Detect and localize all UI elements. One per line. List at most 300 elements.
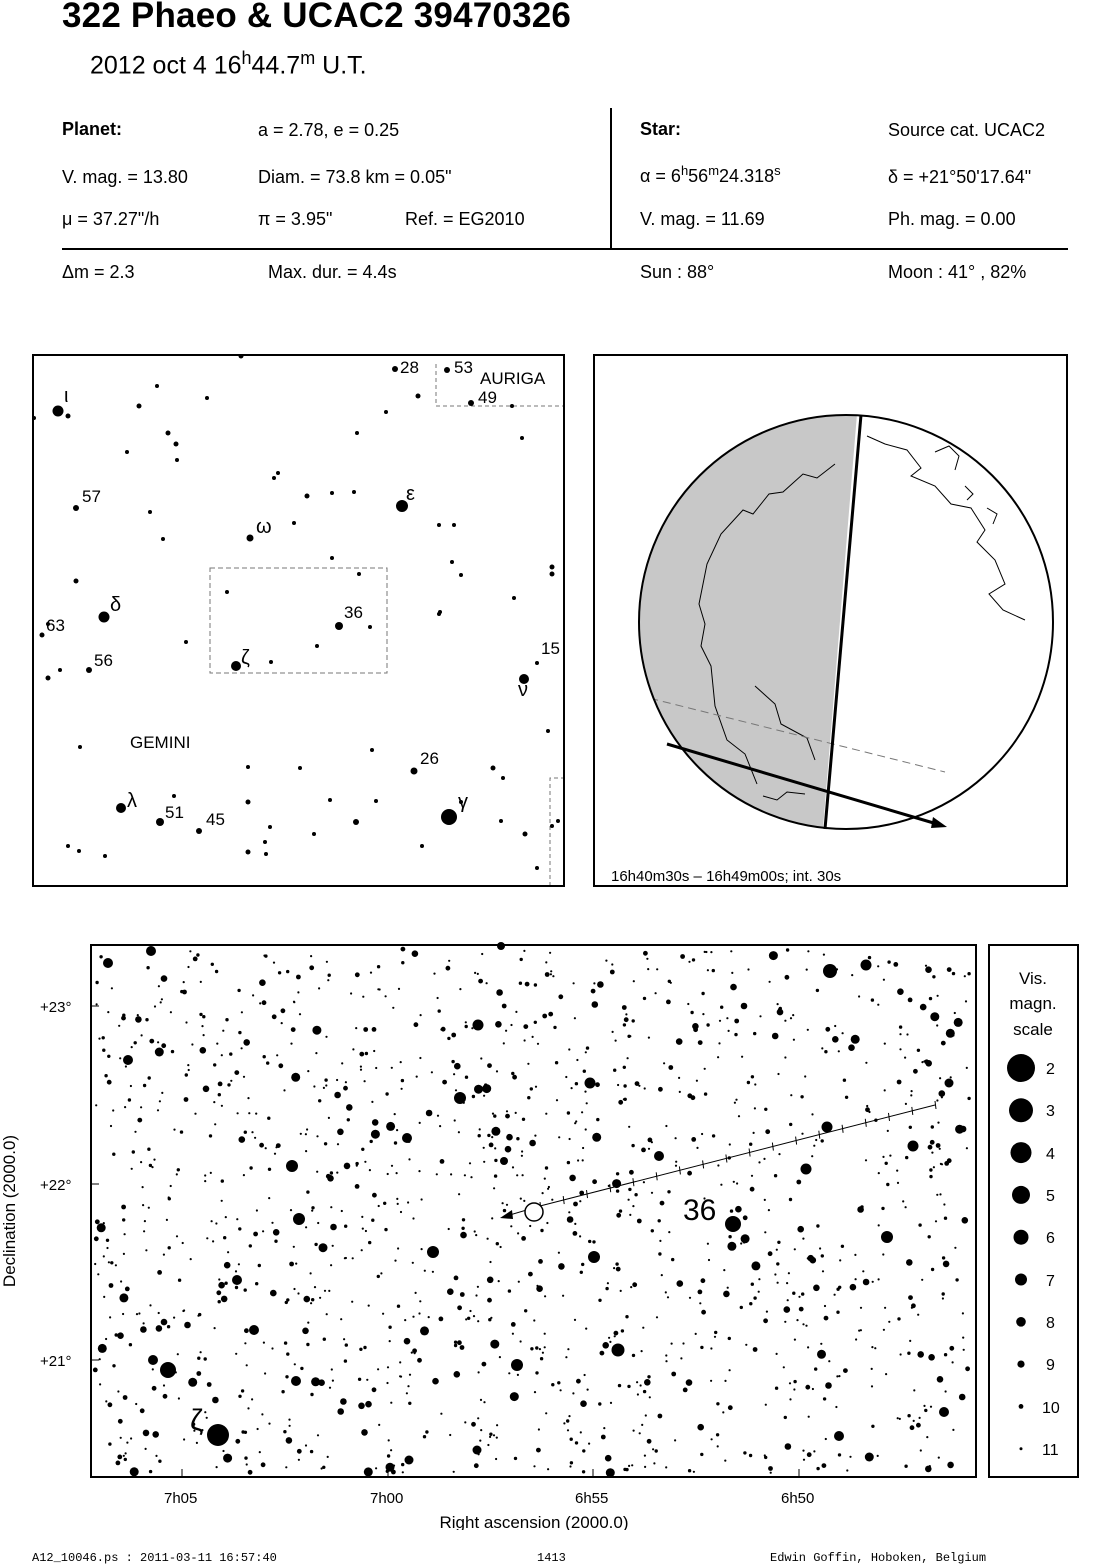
main-star <box>199 1013 202 1016</box>
main-star <box>616 1189 619 1192</box>
main-star <box>860 1205 863 1208</box>
main-star <box>794 1248 796 1250</box>
x-tick-label: 6h55 <box>575 1490 609 1507</box>
main-star <box>749 1454 752 1457</box>
main-star <box>187 966 189 968</box>
main-star <box>805 1325 807 1327</box>
main-star <box>473 1315 475 1317</box>
main-star <box>810 1257 817 1264</box>
main-star <box>707 1243 709 1245</box>
main-star <box>188 1378 197 1387</box>
main-star <box>585 1078 596 1089</box>
finder-label: ω <box>256 516 272 538</box>
finder-star <box>452 523 456 527</box>
main-star <box>297 991 299 993</box>
finder-label: 36 <box>344 603 363 622</box>
main-star <box>676 1038 683 1045</box>
main-star <box>512 1166 514 1168</box>
main-star <box>741 1056 743 1058</box>
main-star <box>939 1193 941 1195</box>
main-star <box>570 1438 573 1441</box>
main-star <box>520 1340 522 1342</box>
main-star <box>145 1018 148 1021</box>
main-star <box>825 1438 827 1440</box>
constellation-label-auriga: AURIGA <box>480 369 546 388</box>
main-star <box>616 1172 619 1175</box>
main-star <box>97 1273 99 1275</box>
main-star <box>807 1452 812 1457</box>
main-star <box>678 1077 680 1079</box>
main-star <box>802 1238 804 1240</box>
main-star <box>789 1123 792 1126</box>
main-star <box>293 1213 305 1225</box>
finder-star <box>298 766 302 770</box>
main-star <box>687 1093 692 1098</box>
main-star <box>886 1183 889 1186</box>
main-star <box>254 1137 256 1139</box>
main-star <box>204 1180 206 1182</box>
main-star <box>911 1090 913 1092</box>
main-star <box>644 1466 646 1468</box>
main-star <box>494 1159 497 1162</box>
main-star <box>187 1064 189 1066</box>
main-star <box>727 1287 729 1289</box>
finder-star <box>352 490 356 494</box>
main-star <box>789 1398 791 1400</box>
main-star <box>754 1083 756 1085</box>
main-star <box>365 1230 367 1232</box>
main-star <box>412 1262 414 1264</box>
main-star <box>823 1397 826 1400</box>
main-star <box>520 958 523 961</box>
main-star <box>625 1315 628 1318</box>
main-star <box>836 1375 838 1377</box>
main-star <box>877 965 879 967</box>
main-star <box>751 1075 754 1078</box>
main-star <box>518 1281 520 1283</box>
main-star <box>400 1061 402 1063</box>
main-star <box>215 970 218 973</box>
main-star <box>921 1061 923 1063</box>
y-tick-label: +22° <box>40 1177 72 1194</box>
main-star <box>394 1260 396 1262</box>
main-star <box>496 1437 498 1439</box>
finder-label: 26 <box>420 749 439 768</box>
main-star <box>575 1441 578 1444</box>
main-star <box>671 1372 676 1377</box>
main-star <box>380 1272 382 1274</box>
main-star <box>143 1430 150 1437</box>
finder-star <box>416 394 421 399</box>
main-star <box>221 1296 228 1303</box>
main-star <box>719 1020 721 1022</box>
main-star <box>868 956 871 959</box>
main-star <box>312 1026 321 1035</box>
finder-label: ν <box>518 679 528 701</box>
main-star <box>551 1383 554 1386</box>
main-star <box>633 980 635 982</box>
main-star <box>316 1171 318 1173</box>
main-star <box>758 1161 760 1163</box>
finder-chart <box>32 354 565 887</box>
main-star <box>207 1382 212 1387</box>
main-star <box>295 1263 297 1265</box>
main-star <box>296 975 301 980</box>
main-star <box>803 1459 805 1461</box>
finder-star <box>58 668 62 672</box>
main-star <box>291 1376 301 1386</box>
main-star <box>878 1224 880 1226</box>
main-star <box>483 1095 485 1097</box>
main-star <box>157 1041 159 1043</box>
main-star <box>490 1340 499 1349</box>
main-star <box>229 1052 232 1055</box>
main-star <box>545 961 547 963</box>
main-star <box>131 1168 133 1170</box>
main-star <box>919 1417 921 1419</box>
main-star <box>613 1069 616 1072</box>
main-star <box>484 1083 487 1086</box>
main-star <box>592 1133 601 1142</box>
main-star <box>264 1372 266 1374</box>
main-star <box>494 1147 496 1149</box>
main-star <box>965 1000 967 1002</box>
main-star <box>893 962 898 967</box>
main-star <box>310 955 312 957</box>
main-star <box>237 1112 239 1114</box>
main-star <box>638 1085 640 1087</box>
finder-label: δ <box>110 594 122 616</box>
main-star <box>387 1173 389 1175</box>
main-star <box>216 1043 218 1045</box>
main-star <box>558 1136 560 1138</box>
main-star <box>714 1331 717 1334</box>
main-star <box>272 1014 277 1019</box>
finder-star <box>312 832 316 836</box>
main-star <box>388 1439 390 1441</box>
main-star <box>769 981 771 983</box>
main-star <box>337 1143 339 1145</box>
main-star <box>184 1322 191 1329</box>
main-star <box>954 1018 963 1027</box>
finder-star <box>246 850 251 855</box>
main-star <box>451 1033 456 1038</box>
main-star <box>628 1465 630 1467</box>
finder-star <box>384 410 388 414</box>
main-star <box>640 1384 642 1386</box>
main-star <box>944 1217 947 1220</box>
main-star <box>555 1061 558 1064</box>
main-star <box>157 1270 162 1275</box>
main-star <box>680 954 685 959</box>
main-star <box>221 1054 223 1056</box>
main-star <box>448 1290 450 1292</box>
main-star <box>305 1150 307 1152</box>
main-star <box>940 1163 942 1165</box>
main-star <box>937 1376 944 1383</box>
main-star <box>710 1380 712 1382</box>
main-star <box>939 1407 949 1417</box>
main-star <box>171 1050 174 1053</box>
main-star <box>817 1350 826 1359</box>
main-star <box>965 1366 970 1371</box>
main-star <box>432 1378 439 1385</box>
main-star <box>573 1231 578 1236</box>
main-star <box>807 1346 809 1348</box>
main-star <box>545 1113 547 1115</box>
main-star <box>824 1316 829 1321</box>
main-star <box>268 1168 271 1171</box>
main-star <box>249 1166 252 1169</box>
main-star <box>854 1254 856 1256</box>
event-datetime: 2012 oct 4 16$^h$44.7$^m$ U.T. <box>90 48 367 80</box>
finder-star <box>535 661 539 665</box>
main-star <box>496 1070 498 1072</box>
main-star <box>610 970 615 975</box>
main-star <box>959 1394 966 1401</box>
main-star <box>711 1438 713 1440</box>
main-star <box>658 1252 661 1255</box>
main-star <box>306 1190 309 1193</box>
main-star <box>512 1333 514 1335</box>
main-star <box>361 1429 368 1436</box>
main-star <box>632 1354 635 1357</box>
main-star <box>576 1379 581 1384</box>
main-star <box>496 989 503 996</box>
main-star <box>294 1363 296 1365</box>
main-star <box>336 1079 338 1081</box>
main-star <box>641 1424 643 1426</box>
main-star <box>401 1088 403 1090</box>
main-star <box>899 1418 901 1420</box>
main-star <box>438 1009 441 1012</box>
main-star <box>248 1470 253 1475</box>
main-star <box>848 1044 855 1051</box>
main-star <box>491 1217 493 1219</box>
main-star <box>700 1346 703 1349</box>
main-star <box>213 1101 215 1103</box>
finder-star <box>292 521 296 525</box>
main-star <box>178 1279 181 1282</box>
main-star <box>206 1417 208 1419</box>
finder-star <box>77 849 81 853</box>
main-star <box>221 1200 223 1202</box>
main-star <box>255 1282 258 1285</box>
page-title: 322 Phaeo & UCAC2 39470326 <box>62 0 572 35</box>
main-star <box>558 1252 560 1254</box>
main-star <box>387 1454 390 1457</box>
main-star <box>558 1263 565 1270</box>
main-star <box>569 1138 571 1140</box>
main-star <box>486 982 488 984</box>
main-star <box>95 1104 97 1106</box>
main-star <box>109 1283 114 1288</box>
main-star <box>450 1173 452 1175</box>
main-star <box>483 1161 485 1163</box>
main-star <box>271 1222 273 1224</box>
main-star <box>904 1057 906 1059</box>
main-star <box>377 988 379 990</box>
main-star <box>824 1050 827 1053</box>
main-star <box>394 1113 396 1115</box>
main-star <box>401 947 406 952</box>
main-star <box>964 975 966 977</box>
main-star <box>145 1249 147 1251</box>
main-star <box>652 1448 654 1450</box>
finder-star <box>357 572 361 576</box>
main-star <box>822 1270 824 1272</box>
magnitude-drop: Δm = 2.3 <box>62 262 135 282</box>
main-star <box>491 1127 500 1136</box>
main-star <box>517 1374 519 1376</box>
main-star <box>783 1366 785 1368</box>
main-star <box>851 1035 860 1044</box>
main-star <box>834 1431 844 1441</box>
main-star <box>465 1025 468 1028</box>
main-star <box>602 1342 609 1349</box>
main-star <box>858 995 860 997</box>
main-star <box>882 1253 884 1255</box>
main-star <box>311 1298 314 1301</box>
main-star <box>246 1364 248 1366</box>
main-star <box>937 995 939 997</box>
main-star <box>326 961 328 963</box>
main-star <box>235 1270 237 1272</box>
main-star <box>477 1320 479 1322</box>
main-star <box>904 1465 907 1468</box>
main-star <box>201 1025 203 1027</box>
main-star <box>527 1096 530 1099</box>
main-star <box>283 1089 285 1091</box>
main-star <box>735 1206 742 1213</box>
finder-label: λ <box>127 790 137 812</box>
main-star <box>534 1391 536 1393</box>
main-star <box>655 992 657 994</box>
main-star <box>816 1467 819 1470</box>
main-star <box>928 1235 931 1238</box>
main-star <box>952 972 955 975</box>
main-star <box>708 1259 710 1261</box>
main-star <box>753 1296 756 1299</box>
main-star <box>763 1158 765 1160</box>
main-star <box>478 1371 480 1373</box>
main-star <box>687 1171 692 1176</box>
main-star <box>487 1277 494 1284</box>
main-star <box>936 1099 938 1101</box>
main-star <box>916 1423 921 1428</box>
main-star <box>643 1390 646 1393</box>
main-star <box>808 1416 810 1418</box>
x-tick-label: 6h50 <box>781 1490 815 1507</box>
main-star <box>289 1425 291 1427</box>
main-star <box>310 1272 312 1274</box>
finder-star <box>264 852 268 856</box>
label-zeta: ζ <box>190 1404 204 1437</box>
finder-star <box>166 431 171 436</box>
main-star <box>794 1339 796 1341</box>
main-star <box>448 960 450 962</box>
main-star <box>579 1235 581 1237</box>
main-star <box>182 990 187 995</box>
main-star <box>257 1428 259 1430</box>
main-star <box>221 1105 223 1107</box>
main-star <box>365 1052 368 1055</box>
main-star <box>776 1353 778 1355</box>
scale-dot <box>1009 1098 1033 1122</box>
main-star <box>689 1297 691 1299</box>
main-star <box>336 1172 338 1174</box>
main-star <box>102 1049 105 1052</box>
main-star <box>508 1372 510 1374</box>
main-star <box>311 1206 314 1209</box>
main-star <box>728 1405 733 1410</box>
main-star <box>728 1337 731 1340</box>
main-star <box>796 1180 801 1185</box>
main-star <box>155 1455 157 1457</box>
main-star <box>632 1282 637 1287</box>
main-star <box>764 1231 766 1233</box>
main-star <box>350 992 352 994</box>
main-star <box>461 1227 464 1230</box>
main-star <box>550 970 552 972</box>
main-star <box>936 1194 938 1196</box>
main-star <box>491 1136 493 1138</box>
main-star <box>534 1135 536 1137</box>
footer-page-number: 1413 <box>537 1551 566 1565</box>
main-star <box>573 982 575 984</box>
main-star <box>182 1242 184 1244</box>
main-star <box>933 1166 935 1168</box>
main-star <box>213 1063 216 1066</box>
main-star <box>738 1115 740 1117</box>
main-star <box>95 981 98 984</box>
main-star <box>905 1156 908 1159</box>
main-star <box>330 1206 332 1208</box>
main-star <box>465 1021 467 1023</box>
finder-label: 49 <box>478 388 497 407</box>
main-star <box>406 1392 408 1394</box>
main-star <box>493 1187 495 1189</box>
main-star <box>558 994 563 999</box>
main-star <box>731 972 733 974</box>
main-star <box>866 1105 868 1107</box>
main-star <box>230 1080 232 1082</box>
finder-star <box>239 356 244 359</box>
main-star <box>931 1125 934 1128</box>
main-star <box>493 1434 495 1436</box>
main-star <box>692 958 695 961</box>
main-star <box>667 1296 669 1298</box>
finder-star <box>468 400 474 406</box>
main-star <box>170 1011 172 1013</box>
main-star <box>248 1112 250 1114</box>
main-star <box>805 1385 810 1390</box>
main-star <box>900 1353 902 1355</box>
main-star <box>414 1022 419 1027</box>
main-star <box>412 1217 414 1219</box>
main-star <box>642 1327 644 1329</box>
main-star <box>508 1289 511 1292</box>
main-star <box>813 1145 815 1147</box>
main-star <box>613 1267 615 1269</box>
main-star <box>130 1467 139 1476</box>
main-star <box>180 1130 183 1133</box>
main-star <box>400 1376 402 1378</box>
main-star <box>743 1451 746 1454</box>
main-star <box>137 1014 139 1016</box>
main-star <box>897 988 904 995</box>
main-star <box>588 1443 590 1445</box>
